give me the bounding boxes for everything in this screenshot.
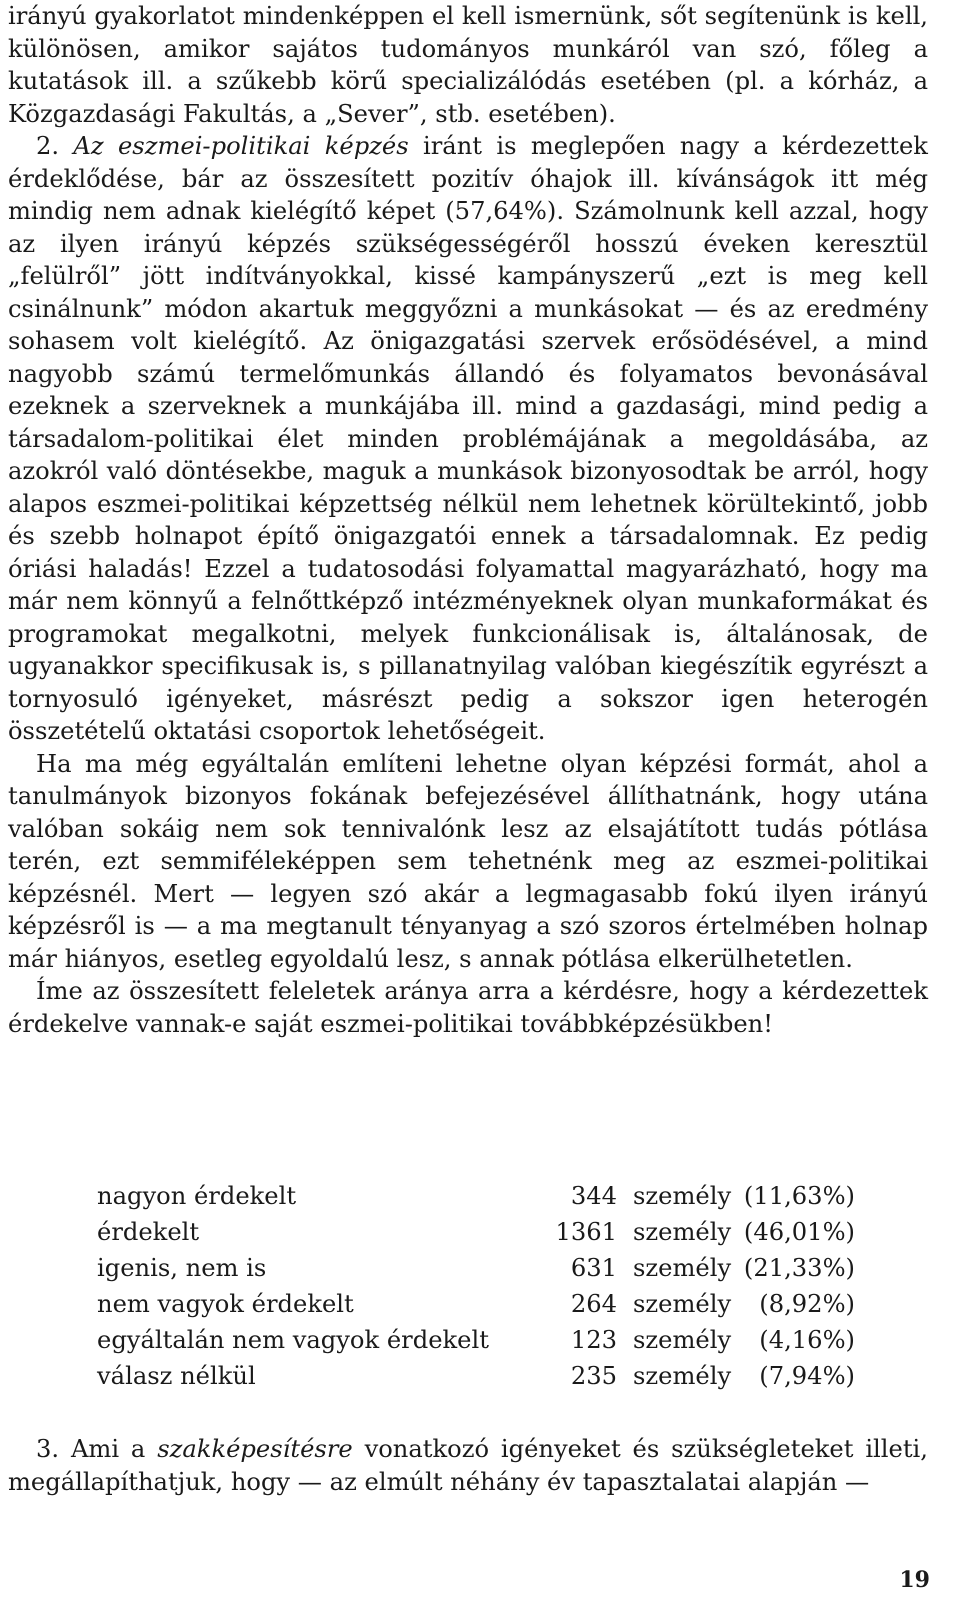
row-label: nagyon érdekelt [97, 1182, 297, 1210]
row-label: egyáltalán nem vagyok érdekelt [97, 1326, 489, 1354]
row-label: válasz nélkül [97, 1362, 256, 1390]
row-unit: személy [633, 1290, 732, 1318]
paragraph-2-text: iránt is meglepően nagy a kérdezettek érdeklődése, bár az összesített pozitív óhajok ill. kívánságok itt még mindig nem adnak kielégítő képet (57,64%). Számolnunk kell azzal, hogy az ilyen irányú képzés szükségességéről hosszú éveken keresztül „felülről” jött indítványokkal, kissé kampányszerű „ezt is meg kell csinálnunk” módon akartuk meggyőzni a munkásokat — és az eredmény sohasem volt kielégítő. Az önigazgatási szervek erősödésével, a mind nagyobb számú termelőmunkás állandó és folyamatos bevonásával ezeknek a szerveknek a munkájába ill. mind a gazdasági, mind pedig a társadalom-politikai élet minden problémájának a megoldásába, az azokról való döntésekbe, maguk a munkások bizonyosodtak be arról, hogy alapos eszmei-politikai képzettség nélkül nem lehetnek körültekintő, jobb és szebb holnapot építő önigazgatói ennek a társadalomnak. Ez pedig óriási haladás! Ezzel a tudatosodási folyamattal magyarázható, hogy ma már nem könnyű a felnőttképző intézményeknek olyan munkaformákat és programokat megalkotni, melyek funkcionálisak is, általánosak, de ugyanakkor specifikusak is, s pillanatnyilag valóban kiegészítik egyrészt a tornyosuló igényeket, másrészt pedig a sokszor igen heterogén összetételű oktatási csoportok lehetőségeit. [8, 132, 928, 745]
row-count: 344 [570, 1182, 617, 1210]
row-count: 235 [570, 1362, 617, 1390]
paragraph-2-number: 2. [36, 132, 60, 160]
row-percent: (4,16%) [759, 1326, 855, 1354]
bottom-text [8, 1433, 928, 1498]
row-count: 631 [570, 1254, 617, 1282]
row-percent: (7,94%) [759, 1362, 855, 1390]
row-count: 1361 [555, 1218, 617, 1246]
paragraph-5 [8, 1433, 928, 1498]
paragraph-5-pre: Ami a [70, 1435, 146, 1463]
row-percent: (21,33%) [743, 1254, 855, 1282]
row-unit: személy [633, 1326, 732, 1354]
results-table [97, 1178, 857, 1394]
row-unit: személy [633, 1362, 732, 1390]
row-count: 123 [570, 1326, 617, 1354]
paragraph-4: Íme az összesített feleletek aránya arra a kérdésre, hogy a kérdezettek érdekelve vannak-e saját eszmei-politikai továbbképzésükben! [8, 977, 928, 1038]
body-text [8, 0, 928, 1040]
paragraph-1: irányú gyakorlatot mindenképpen el kell ismernünk, sőt segítenünk is kell, különösen, amikor sajátos tudományos munkáról van szó, főleg a kutatások ill. a szűkebb körű specializálódás esetében (pl. a kórház, a Közgazdasági Fakultás, a „Sever”, stb. esetében). [8, 2, 928, 128]
row-count: 264 [570, 1290, 617, 1318]
table-row [97, 1214, 857, 1250]
paragraph-2-emphasis: Az eszmei-politikai képzés [73, 132, 409, 160]
row-unit: személy [633, 1182, 732, 1210]
paragraph-5-number: 3. [36, 1435, 60, 1463]
table-row [97, 1178, 857, 1214]
paragraph-5-emphasis: szakképesítésre [157, 1435, 353, 1463]
table-row [97, 1322, 857, 1358]
table-row [97, 1358, 857, 1394]
row-label: igenis, nem is [97, 1254, 267, 1282]
paragraph-2 [8, 130, 928, 748]
row-unit: személy [633, 1254, 732, 1282]
table-row [97, 1250, 857, 1286]
row-percent: (11,63%) [743, 1182, 855, 1210]
row-unit: személy [633, 1218, 732, 1246]
row-label: nem vagyok érdekelt [97, 1290, 354, 1318]
table-row [97, 1286, 857, 1322]
row-percent: (46,01%) [743, 1218, 855, 1246]
row-percent: (8,92%) [759, 1290, 855, 1318]
paragraph-5-text: vonatkozó igényeket és szükségleteket illeti, megállapíthatjuk, hogy — az elmúlt néhány év tapasztalatai alapján — [8, 1435, 928, 1496]
page-number: 19 [899, 1567, 930, 1593]
paragraph-3: Ha ma még egyáltalán említeni lehetne olyan képzési formát, ahol a tanulmányok bizonyos fokának befejezésével állíthatnánk, hogy utána valóban sokáig nem sok tennivalónk lesz az elsajátított tudás pótlása terén, ezt semmiféleképpen sem tehetnénk meg az eszmei-politikai képzésnél. Mert — legyen szó akár a legmagasabb fokú ilyen irányú képzésről is — a ma megtanult tényanyag a szó szoros értelmében holnap már hiányos, esetleg egyoldalú lesz, s annak pótlása elkerülhetetlen. [8, 749, 928, 973]
row-label: érdekelt [97, 1218, 200, 1246]
